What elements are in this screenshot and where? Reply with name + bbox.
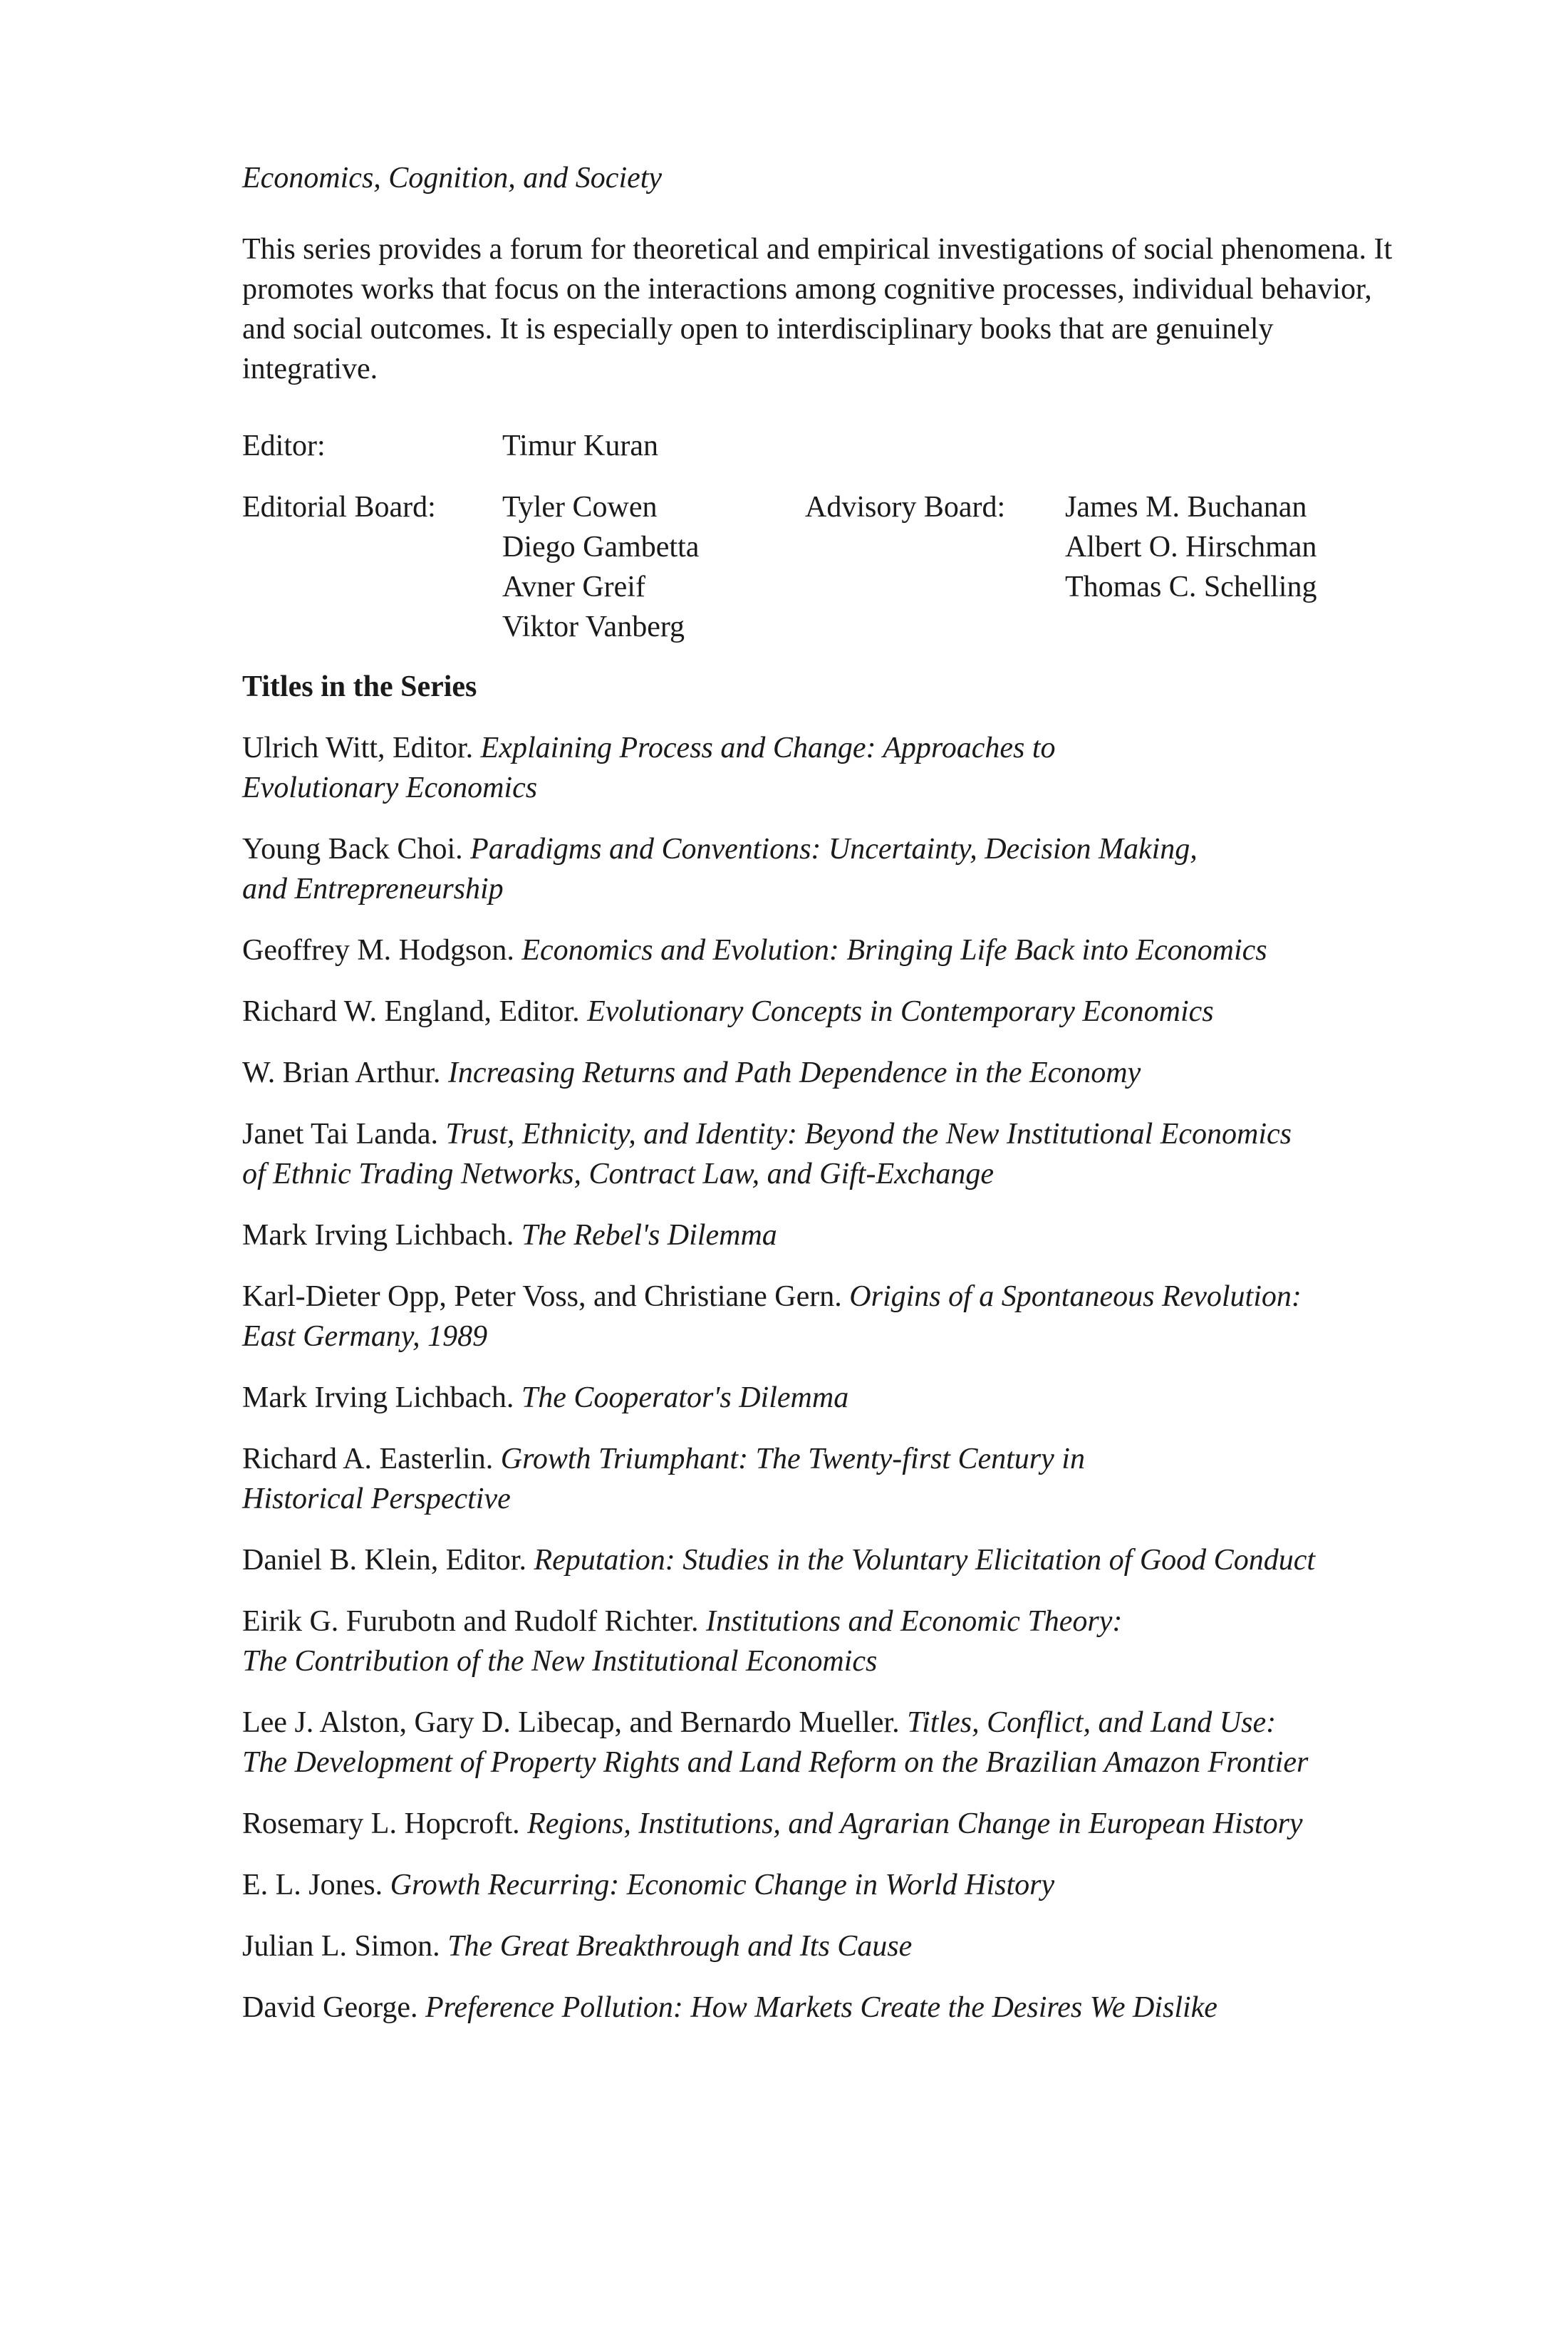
title-entry	[242, 930, 1396, 970]
title-entry	[242, 1114, 1396, 1194]
entry-title: Titles, Conflict, and Land Use:	[907, 1706, 1277, 1739]
entry-title: Evolutionary Concepts in Contemporary Economics	[587, 995, 1214, 1028]
entry-title: Explaining Process and Change: Approaches to	[480, 732, 1056, 764]
entry-author: David George.	[242, 1991, 418, 2024]
title-entry	[242, 1439, 1396, 1519]
entry-author: Eirik G. Furubotn and Rudolf Richter.	[242, 1605, 699, 1638]
entry-title-continued: The Contribution of the New Institutional Economics	[242, 1645, 878, 1678]
editorial-board-list	[502, 487, 787, 647]
entry-title: Reputation: Studies in the Voluntary Elicitation of Good Conduct	[534, 1544, 1316, 1577]
title-entry	[242, 728, 1396, 808]
entry-author: Richard W. England, Editor.	[242, 995, 580, 1028]
entry-author: Mark Irving Lichbach.	[242, 1381, 514, 1414]
entry-title: The Great Breakthrough and Its Cause	[447, 1930, 913, 1963]
entry-title-continued: of Ethnic Trading Networks, Contract Law, and Gift-Exchange	[242, 1158, 995, 1190]
editorial-board-label: Editorial Board:	[242, 491, 436, 524]
title-entry	[242, 1215, 1396, 1255]
entry-title: The Cooperator's Dilemma	[521, 1381, 849, 1414]
entry-author: Daniel B. Klein, Editor.	[242, 1544, 526, 1577]
entry-title: Trust, Ethnicity, and Identity: Beyond the New Institutional Economics	[445, 1118, 1292, 1151]
title-entry	[242, 1378, 1396, 1418]
series-description: This series provides a forum for theoretical and empirical investigations of social phenomena. It promotes works that focus on the interactions among cognitive processes, individual behavior, and social outcomes. It is especially open to interdisciplinary books that are genuinely integrative.	[242, 233, 1393, 385]
entry-title: Regions, Institutions, and Agrarian Change in European History	[527, 1807, 1303, 1840]
title-entry	[242, 1865, 1396, 1905]
entry-author: Karl-Dieter Opp, Peter Voss, and Christiane Gern.	[242, 1280, 842, 1313]
entry-title: Origins of a Spontaneous Revolution:	[849, 1280, 1302, 1313]
series-name: Economics, Cognition, and Society	[242, 162, 663, 194]
advisory-board-member: Thomas C. Schelling	[1065, 571, 1317, 603]
entry-author: Janet Tai Landa.	[242, 1118, 439, 1151]
entry-title-continued: and Entrepreneurship	[242, 873, 504, 905]
entry-title: Growth Triumphant: The Twenty-first Century in	[500, 1443, 1085, 1475]
title-entry	[242, 1053, 1396, 1093]
title-entry	[242, 1602, 1396, 1681]
entry-title: Paradigms and Conventions: Uncertainty, Decision Making,	[470, 833, 1198, 866]
advisory-board-member: James M. Buchanan	[1065, 491, 1307, 524]
entry-author: Geoffrey M. Hodgson.	[242, 934, 514, 967]
editor-row	[242, 426, 1396, 466]
title-entry	[242, 1540, 1396, 1580]
entry-author: Ulrich Witt, Editor.	[242, 732, 474, 764]
titles-heading: Titles in the Series	[242, 670, 477, 703]
entry-title-continued: East Germany, 1989	[242, 1320, 488, 1353]
entry-author: E. L. Jones.	[242, 1869, 383, 1901]
advisory-board-member: Albert O. Hirschman	[1065, 531, 1317, 564]
editorial-board-member: Diego Gambetta	[502, 531, 700, 564]
entry-title: The Rebel's Dilemma	[521, 1219, 777, 1252]
entry-author: Rosemary L. Hopcroft.	[242, 1807, 520, 1840]
entry-author: Julian L. Simon.	[242, 1930, 440, 1963]
entry-author: Richard A. Easterlin.	[242, 1443, 494, 1475]
entry-author: Mark Irving Lichbach.	[242, 1219, 514, 1252]
entry-author: W. Brian Arthur.	[242, 1057, 441, 1089]
entry-title-continued: Evolutionary Economics	[242, 772, 538, 804]
entry-title: Preference Pollution: How Markets Create the Desires We Dislike	[425, 1991, 1217, 2024]
title-entry	[242, 1988, 1396, 2028]
board-section	[242, 426, 1396, 647]
entry-title-continued: Historical Perspective	[242, 1483, 511, 1515]
entry-author: Lee J. Alston, Gary D. Libecap, and Bernardo Mueller.	[242, 1706, 900, 1739]
editor-name: Timur Kuran	[502, 430, 658, 462]
title-entry	[242, 1926, 1396, 1966]
entry-title: Growth Recurring: Economic Change in World History	[390, 1869, 1055, 1901]
series-page	[242, 158, 1396, 2049]
title-entry	[242, 992, 1396, 1032]
entry-author: Young Back Choi.	[242, 833, 463, 866]
entry-title: Economics and Evolution: Bringing Life Back into Economics	[521, 934, 1267, 967]
title-entry	[242, 1277, 1396, 1356]
editorial-board-member: Tyler Cowen	[502, 491, 658, 524]
title-entry	[242, 1804, 1396, 1844]
editor-label: Editor:	[242, 430, 326, 462]
entry-title: Increasing Returns and Path Dependence in the Economy	[447, 1057, 1141, 1089]
titles-list	[242, 728, 1396, 2028]
entry-title: Institutions and Economic Theory:	[705, 1605, 1123, 1638]
advisory-board-label: Advisory Board:	[805, 491, 1006, 524]
title-entry	[242, 1703, 1396, 1782]
title-entry	[242, 829, 1396, 909]
editorial-board-member: Viktor Vanberg	[502, 611, 685, 643]
advisory-board-list	[1065, 487, 1317, 607]
boards-row	[242, 487, 1396, 647]
entry-title-continued: The Development of Property Rights and Land Reform on the Brazilian Amazon Frontier	[242, 1746, 1309, 1779]
editorial-board-member: Avner Greif	[502, 571, 645, 603]
